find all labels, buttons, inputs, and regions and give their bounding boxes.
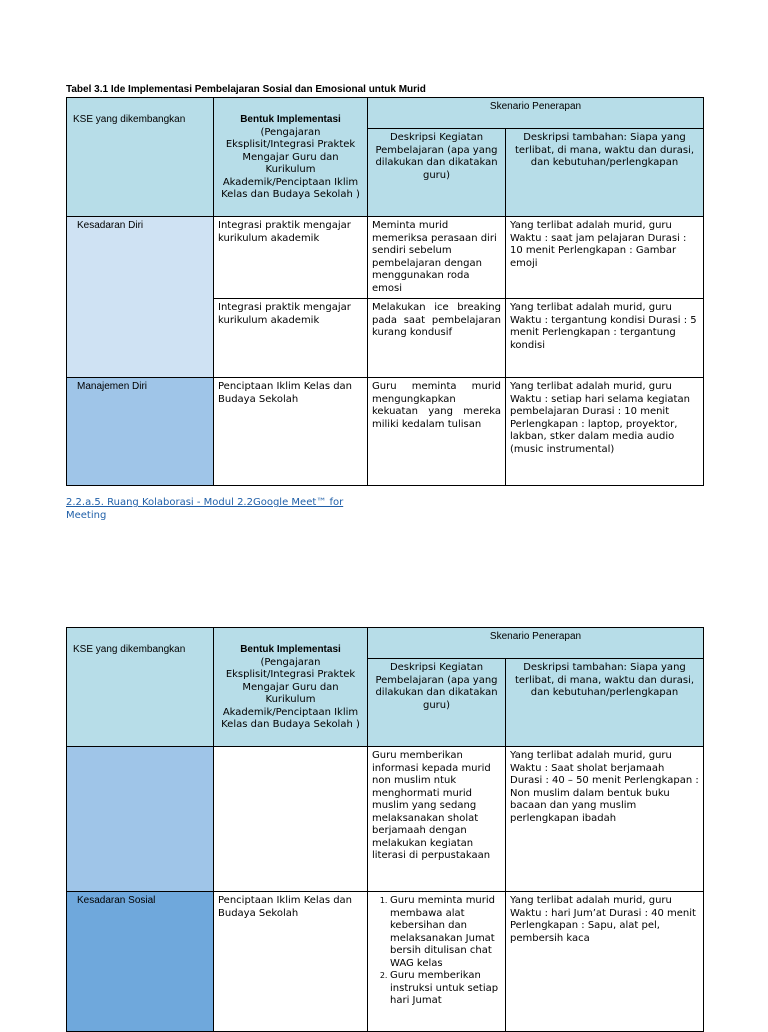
- header-bentuk: [214, 98, 368, 217]
- header-deskripsi: Deskripsi Kegiatan Pembelajaran (apa yang dilakukan dan dikatakan guru): [368, 129, 506, 217]
- tambahan-cell: Yang terlibat adalah murid, guru Waktu : Saat sholat berjamaah Durasi : 40 – 50 menit Perlengkapan : Non muslim dalam bentuk buku bacaan dan yang muslim perlengkapan ibadah: [506, 747, 704, 892]
- link-cut-text: Meeting: [66, 510, 107, 521]
- bentuk-cell: Integrasi praktik mengajar kurikulum akademik: [214, 299, 368, 378]
- header-skenario: Skenario Penerapan: [368, 98, 704, 129]
- tambahan-cell: Yang terlibat adalah murid, guru Waktu : saat jam pelajaran Durasi : 10 menit Perlengkapan : Gambar emoji: [506, 217, 704, 299]
- header-bentuk-title: Bentuk Implementasi: [240, 644, 341, 655]
- ruang-kolaborasi-link[interactable]: 2.2.a.5. Ruang Kolaborasi - Modul 2.2Google Meet™ for: [66, 497, 344, 508]
- tambahan-cell: Yang terlibat adalah murid, guru Waktu : hari Jum’at Durasi : 40 menit Perlengkapan : Sapu, alat pel, pembersih kaca: [506, 892, 704, 1032]
- deskripsi-cell: Meminta murid memeriksa perasaan diri sendiri sebelum pembelajaran dengan menggunakan roda emosi: [368, 217, 506, 299]
- tambahan-cell: Yang terlibat adalah murid, guru Waktu : tergantung kondisi Durasi : 5 menit Perlengkapan : tergantung kondisi: [506, 299, 704, 378]
- header-skenario: Skenario Penerapan: [368, 628, 704, 659]
- list-item: 2. Guru memberikan instruksi untuk setiap hari Jumat: [390, 970, 501, 1008]
- tambahan-cell: Yang terlibat adalah murid, guru Waktu : setiap hari selama kegiatan pembelajaran Durasi : 10 menit Perlengkapan : laptop, proyektor, lakban, stker dalam media audio (music instrumental): [506, 378, 704, 486]
- deskripsi-cell: [368, 892, 506, 1032]
- bentuk-cell: Integrasi praktik mengajar kurikulum akademik: [214, 217, 368, 299]
- kse-cell: [67, 747, 214, 892]
- kse-cell: Manajemen Diri: [67, 378, 214, 486]
- header-bentuk-desc: (Pengajaran Eksplisit/Integrasi Praktek Mengajar Guru dan Kurikulum Akademik/Penciptaan Iklim Kelas dan Budaya Sekolah ): [221, 126, 360, 200]
- header-bentuk: [214, 628, 368, 747]
- deskripsi-steps: [372, 895, 501, 1008]
- kse-cell: Kesadaran Sosial: [67, 892, 214, 1032]
- header-tambahan: Deskripsi tambahan: Siapa yang terlibat, di mana, waktu dan durasi, dan kebutuhan/perlengkapan: [506, 129, 704, 217]
- deskripsi-cell: Guru meminta murid mengungkapkan kekuatan yang mereka miliki kedalam tulisan: [368, 378, 506, 486]
- header-kse: KSE yang dikembangkan: [67, 628, 214, 747]
- kse-cell: Kesadaran Diri: [67, 217, 214, 378]
- bentuk-cell: Penciptaan Iklim Kelas dan Budaya Sekolah: [214, 378, 368, 486]
- deskripsi-cell: Melakukan ice breaking pada saat pembelajaran kurang kondusif: [368, 299, 506, 378]
- list-item: 1. Guru meminta murid membawa alat kebersihan dan melaksanakan Jumat bersih ditulisan chat WAG kelas: [390, 895, 501, 970]
- bentuk-cell: [214, 747, 368, 892]
- header-bentuk-title: Bentuk Implementasi: [240, 114, 341, 125]
- header-bentuk-desc: (Pengajaran Eksplisit/Integrasi Praktek Mengajar Guru dan Kurikulum Akademik/Penciptaan Iklim Kelas dan Budaya Sekolah ): [221, 656, 360, 730]
- bentuk-cell: Penciptaan Iklim Kelas dan Budaya Sekolah: [214, 892, 368, 1032]
- table-caption: Tabel 3.1 Ide Implementasi Pembelajaran Sosial dan Emosional untuk Murid: [66, 84, 426, 95]
- kse-table-2: [66, 627, 704, 1032]
- deskripsi-cell: Guru memberikan informasi kepada murid non muslim ntuk menghormati murid muslim yang sedang melaksanakan sholat berjamaah dengan melakukan kegiatan literasi di perpustakaan: [368, 747, 506, 892]
- header-tambahan: Deskripsi tambahan: Siapa yang terlibat, di mana, waktu dan durasi, dan kebutuhan/perlengkapan: [506, 659, 704, 747]
- header-deskripsi: Deskripsi Kegiatan Pembelajaran (apa yang dilakukan dan dikatakan guru): [368, 659, 506, 747]
- kse-table-1: [66, 97, 704, 486]
- header-kse: KSE yang dikembangkan: [67, 98, 214, 217]
